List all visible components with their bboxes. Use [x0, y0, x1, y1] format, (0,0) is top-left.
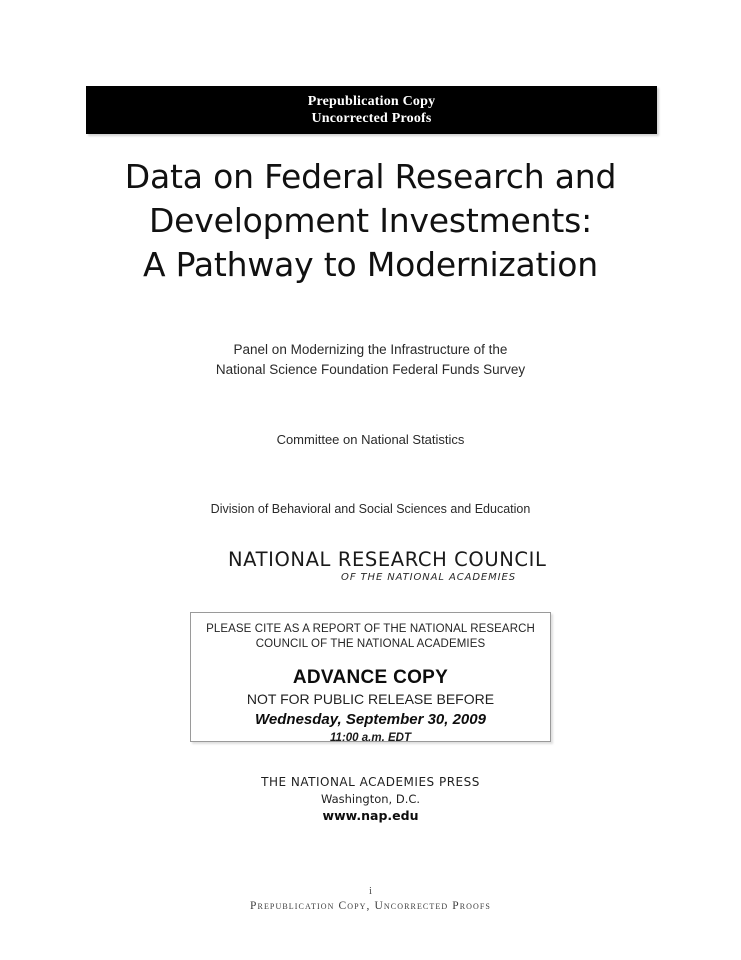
panel-line-2: National Science Foundation Federal Funds Survey: [215, 362, 526, 377]
title-line-1: Data on Federal Research and: [124, 157, 617, 196]
committee-line-1: Committee on National Statistics: [276, 432, 465, 447]
footer-note: Prepublication Copy, Uncorrected Proofs: [250, 900, 491, 912]
advance-copy-box: [190, 612, 551, 742]
panel-attribution: [60, 340, 681, 380]
embargo-notice: NOT FOR PUBLIC RELEASE BEFORE: [246, 691, 495, 707]
banner-line-2: Uncorrected Proofs: [311, 111, 432, 126]
division-line-1: Division of Behavioral and Social Sciences and Education: [210, 502, 531, 516]
committee-attribution: [60, 431, 681, 449]
advance-copy-headline: ADVANCE COPY: [292, 667, 449, 688]
embargo-date: Wednesday, September 30, 2009: [255, 711, 486, 728]
title-line-2: Development Investments:: [148, 201, 593, 240]
division-attribution: [60, 500, 681, 518]
page-number: i: [368, 885, 373, 897]
organization-subtitle: OF THE NATIONAL ACADEMIES: [341, 572, 516, 583]
title-line-3: A Pathway to Modernization: [143, 245, 598, 284]
organization-name: NATIONAL RESEARCH COUNCIL: [228, 548, 547, 571]
page-title: [60, 155, 681, 287]
prepublication-banner: [86, 86, 657, 134]
banner-line-1: Prepublication Copy: [307, 94, 436, 109]
publisher-imprint: [60, 774, 681, 824]
publisher-url[interactable]: www.nap.edu: [322, 808, 419, 823]
embargo-time: 11:00 a.m. EDT: [330, 732, 411, 744]
cite-line-1: PLEASE CITE AS A REPORT OF THE NATIONAL RESEARCH: [206, 623, 535, 635]
page-footer: [60, 884, 681, 914]
publisher-name: THE NATIONAL ACADEMIES PRESS: [261, 775, 480, 789]
organization-logotype: [228, 548, 547, 584]
cite-line-2: COUNCIL OF THE NATIONAL ACADEMIES: [255, 638, 486, 650]
publisher-city: Washington, D.C.: [320, 792, 421, 806]
panel-line-1: Panel on Modernizing the Infrastructure of the: [233, 342, 508, 357]
